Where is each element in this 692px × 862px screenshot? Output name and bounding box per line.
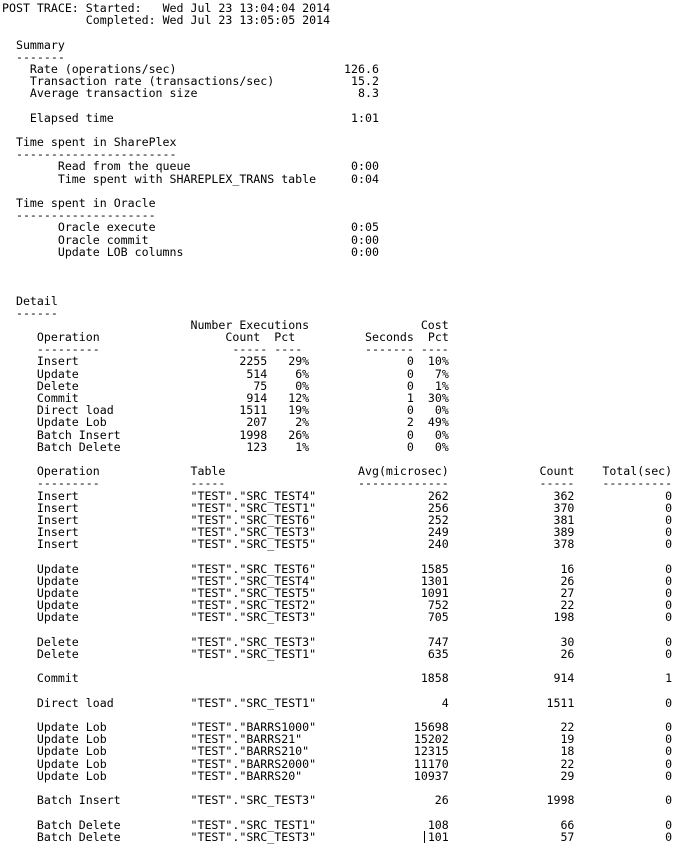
operation-seconds: 0 — [406, 427, 414, 442]
table-row-total: 0 — [665, 744, 673, 759]
table-row-total: 0 — [665, 634, 673, 649]
operation-name: Delete — [36, 378, 79, 393]
summary-metric-label: Rate (operations/sec) — [29, 61, 177, 76]
trace-title: POST TRACE: — [2, 1, 79, 15]
section-underline: -------------------- — [15, 208, 156, 223]
column-rule: --------- — [36, 476, 100, 491]
column-rule: ---- — [420, 342, 449, 357]
time-section-title: Time spent in Oracle — [15, 196, 156, 210]
table-row-table-name: "TEST"."BARRS210" — [190, 744, 310, 759]
started-timestamp: Wed Jul 23 13:04:04 2014 — [162, 1, 331, 15]
table-row-operation: Update — [36, 610, 79, 625]
table-row-operation: Batch Insert — [36, 793, 121, 808]
table-row-count: 914 — [553, 671, 575, 686]
operation-pct: 6% — [295, 366, 310, 381]
text-line — [2, 14, 692, 26]
table-row-count: 381 — [553, 512, 575, 527]
table-row-table-name: "TEST"."SRC_TEST1" — [190, 500, 317, 515]
text-line — [2, 477, 692, 489]
operation-cost-pct: 0% — [434, 439, 449, 454]
table-row-operation: Update Lob — [36, 768, 107, 783]
table-row-operation: Direct load — [36, 695, 114, 710]
table-row-table-name: "TEST"."SRC_TEST4" — [190, 488, 317, 503]
table-row-total: 0 — [665, 500, 673, 515]
table-row-total: 0 — [665, 646, 673, 661]
section-underline: ------ — [15, 305, 58, 320]
text-line — [2, 490, 692, 502]
table-row-table-name: "TEST"."SRC_TEST1" — [190, 817, 317, 832]
table-row-avg: 240 — [427, 537, 449, 552]
table-row-count: 22 — [560, 720, 575, 735]
column-header-operation: Operation — [36, 464, 100, 479]
operation-name: Direct load — [36, 403, 114, 418]
operation-seconds: 0 — [406, 366, 414, 381]
operation-count: 514 — [246, 366, 268, 381]
operation-cost-pct: 7% — [434, 366, 449, 381]
operation-pct: 19% — [288, 403, 310, 418]
operation-pct: 2% — [295, 415, 310, 430]
table-row-count: 57 — [560, 829, 575, 844]
table-row-count: 26 — [560, 646, 575, 661]
table-row-avg: 26 — [434, 793, 449, 808]
table-row-avg: 747 — [427, 634, 449, 649]
text-line — [2, 648, 692, 660]
completed-label: Completed: — [85, 13, 156, 28]
text-line — [2, 270, 692, 282]
operation-cost-pct: 0% — [434, 427, 449, 442]
detail-title: Detail — [15, 293, 58, 308]
table-row-table-name: "TEST"."SRC_TEST6" — [190, 561, 317, 576]
table-row-total: 0 — [665, 610, 673, 625]
table-row-count: 22 — [560, 598, 575, 613]
table-row-operation: Insert — [36, 537, 79, 552]
operation-seconds: 1 — [406, 391, 414, 405]
started-label: Started: — [85, 1, 142, 15]
table-row-total: 0 — [665, 525, 673, 540]
summary-metric-label: Transaction rate (transactions/sec) — [29, 74, 275, 89]
text-line — [2, 794, 692, 806]
operation-count: 1998 — [239, 427, 268, 442]
table-row-operation: Update Lob — [36, 720, 107, 735]
table-row-total: 0 — [665, 561, 673, 576]
table-row-count: 27 — [560, 586, 575, 600]
operation-name: Insert — [36, 354, 79, 369]
table-row-table-name: "TEST"."SRC_TEST3" — [190, 610, 317, 625]
column-rule: ----- — [539, 476, 575, 491]
column-header-seconds: Seconds — [365, 330, 414, 345]
table-row-table-name: "TEST"."BARRS21" — [190, 732, 303, 747]
text-line — [2, 295, 692, 307]
table-row-operation: Batch Delete — [36, 829, 121, 844]
text-line — [2, 282, 692, 294]
time-item-value: 0:04 — [351, 171, 379, 186]
table-row-count: 198 — [553, 610, 575, 625]
table-row-table-name: "TEST"."SRC_TEST3" — [190, 793, 317, 808]
column-header-avg-microsec: Avg(microsec) — [358, 464, 449, 479]
time-item-value: 0:05 — [351, 220, 379, 235]
table-row-table-name: "TEST"."BARRS1000" — [190, 720, 317, 735]
column-header-operation: Operation — [36, 330, 100, 345]
table-row-count: 1511 — [546, 695, 575, 710]
time-item-value: 0:00 — [351, 244, 379, 259]
table-row-count: 30 — [560, 634, 575, 649]
time-item-value: 0:00 — [351, 232, 379, 247]
table-row-avg: 15202 — [413, 732, 449, 747]
operation-count: 1511 — [239, 403, 268, 418]
time-item-label: Oracle commit — [57, 232, 149, 247]
summary-metric-value: 15.2 — [351, 74, 379, 89]
table-row-avg: 752 — [427, 598, 449, 613]
text-line — [2, 26, 692, 38]
table-row-total: 0 — [665, 573, 673, 588]
table-row-avg: 15698 — [413, 720, 449, 735]
operation-cost-pct: 0% — [434, 403, 449, 418]
time-item-label: Time spent with SHAREPLEX_TRANS table — [57, 171, 317, 186]
completed-timestamp: Wed Jul 23 13:05:05 2014 — [162, 13, 331, 28]
operation-seconds: 0 — [406, 378, 414, 393]
operation-cost-pct: 1% — [434, 378, 449, 393]
table-row-count: 370 — [553, 500, 575, 515]
table-row-avg: 11170 — [413, 756, 449, 771]
text-line — [2, 39, 692, 51]
table-row-count: 362 — [553, 488, 575, 503]
time-item-label: Read from the queue — [57, 159, 191, 174]
column-header-number-executions: Number Executions — [190, 317, 310, 332]
text-line — [2, 441, 692, 453]
text-line — [2, 173, 692, 185]
table-row-count: 389 — [553, 525, 575, 540]
summary-metric-label: Average transaction size — [29, 86, 198, 101]
text-line — [2, 112, 692, 124]
table-row-total: 0 — [665, 488, 673, 503]
table-row-avg: 1858 — [420, 671, 449, 686]
summary-title: Summary — [15, 37, 65, 52]
table-row-avg: 705 — [427, 610, 449, 625]
table-row-operation: Update — [36, 598, 79, 613]
text-line — [2, 770, 692, 782]
table-row-avg: 1091 — [420, 586, 449, 600]
table-row-avg: 101 — [427, 829, 449, 844]
table-row-operation: Insert — [36, 525, 79, 540]
table-row-avg: 10937 — [413, 768, 449, 783]
table-row-avg: 1301 — [420, 573, 449, 588]
table-row-operation: Insert — [36, 500, 79, 515]
operation-name: Batch Delete — [36, 439, 121, 454]
table-row-table-name: "TEST"."SRC_TEST3" — [190, 525, 317, 540]
table-row-avg: 635 — [427, 646, 449, 661]
table-row-count: 29 — [560, 768, 575, 783]
operation-name: Batch Insert — [36, 427, 121, 442]
table-row-total: 0 — [665, 817, 673, 832]
table-row-table-name: "TEST"."SRC_TEST6" — [190, 512, 317, 527]
operation-count: 914 — [246, 391, 268, 405]
table-row-avg: 249 — [427, 525, 449, 540]
table-row-count: 66 — [560, 817, 575, 832]
table-row-total: 0 — [665, 598, 673, 613]
table-row-avg: 262 — [427, 488, 449, 503]
table-row-total: 0 — [665, 720, 673, 735]
table-row-total: 0 — [665, 537, 673, 552]
text-line — [2, 697, 692, 709]
operation-cost-pct: 30% — [427, 391, 449, 405]
table-row-operation: Update — [36, 573, 79, 588]
text-line — [2, 611, 692, 623]
column-rule: ------- — [365, 342, 414, 357]
table-row-table-name: "TEST"."BARRS2000" — [190, 756, 317, 771]
column-rule: --------- — [36, 342, 100, 357]
table-row-total: 0 — [665, 829, 673, 844]
text-line — [2, 563, 692, 575]
column-header-pct: Pct — [274, 330, 296, 345]
column-rule: ----- — [190, 476, 226, 491]
operation-count: 75 — [253, 378, 268, 393]
table-row-operation: Update Lob — [36, 756, 107, 771]
operation-name: Commit — [36, 391, 79, 405]
table-row-total: 0 — [665, 756, 673, 771]
column-rule: ----- — [232, 342, 268, 357]
table-row-operation: Insert — [36, 488, 79, 503]
time-item-value: 0:00 — [351, 159, 379, 174]
table-row-table-name: "TEST"."SRC_TEST3" — [190, 634, 317, 649]
column-header-cost: Cost — [420, 317, 449, 332]
table-row-table-name: "TEST"."BARRS20" — [190, 768, 303, 783]
text-caret — [424, 831, 425, 843]
elapsed-time-value: 1:01 — [351, 110, 379, 125]
table-row-count: 16 — [560, 561, 575, 576]
table-row-avg: 4 — [441, 695, 449, 710]
text-line — [2, 355, 692, 367]
table-row-avg: 108 — [427, 817, 449, 832]
table-row-total: 0 — [665, 732, 673, 747]
text-line — [2, 87, 692, 99]
operation-pct: 29% — [288, 354, 310, 369]
column-rule: ---- — [274, 342, 303, 357]
table-row-table-name: "TEST"."SRC_TEST3" — [190, 829, 317, 844]
table-row-total: 0 — [665, 768, 673, 783]
table-row-avg: 1585 — [420, 561, 449, 576]
table-row-count: 22 — [560, 756, 575, 771]
summary-metric-value: 126.6 — [344, 61, 379, 76]
operation-pct: 1% — [295, 439, 310, 454]
table-row-table-name: "TEST"."SRC_TEST1" — [190, 646, 317, 661]
table-row-avg: 12315 — [413, 744, 449, 759]
section-underline: ----------------------- — [15, 147, 177, 162]
table-row-count: 378 — [553, 537, 575, 552]
table-row-operation: Update Lob — [36, 744, 107, 759]
text-line — [2, 538, 692, 550]
text-line — [2, 624, 692, 636]
table-row-table-name: "TEST"."SRC_TEST4" — [190, 573, 317, 588]
table-row-operation: Update Lob — [36, 732, 107, 747]
operation-cost-pct: 10% — [427, 354, 449, 369]
table-row-count: 19 — [560, 732, 575, 747]
text-line — [2, 550, 692, 562]
time-section-title: Time spent in SharePlex — [15, 135, 177, 150]
column-header-table: Table — [190, 464, 226, 479]
table-row-avg: 252 — [427, 512, 449, 527]
summary-metric-value: 8.3 — [358, 86, 379, 101]
table-row-total: 0 — [665, 512, 673, 527]
operation-count: 207 — [246, 415, 268, 430]
time-item-label: Update LOB columns — [57, 244, 184, 259]
table-row-table-name: "TEST"."SRC_TEST1" — [190, 695, 317, 710]
table-row-count: 18 — [560, 744, 575, 759]
table-row-total: 0 — [665, 793, 673, 808]
table-row-table-name: "TEST"."SRC_TEST5" — [190, 537, 317, 552]
operation-seconds: 0 — [406, 439, 414, 454]
text-line — [2, 246, 692, 258]
operation-seconds: 0 — [406, 354, 414, 369]
operation-cost-pct: 49% — [427, 415, 449, 430]
column-header-count: Count — [225, 330, 261, 345]
operation-pct: 0% — [295, 378, 310, 393]
text-line — [2, 368, 692, 380]
section-underline: ------- — [15, 49, 65, 64]
time-item-label: Oracle execute — [57, 220, 156, 235]
operation-pct: 12% — [288, 391, 310, 405]
table-row-total: 0 — [665, 586, 673, 600]
table-row-total: 0 — [665, 695, 673, 710]
operation-name: Update Lob — [36, 415, 107, 430]
table-row-operation: Update — [36, 561, 79, 576]
text-line — [2, 831, 692, 843]
operation-pct: 26% — [288, 427, 310, 442]
table-row-avg: 256 — [427, 500, 449, 515]
table-row-operation: Delete — [36, 646, 79, 661]
table-row-total: 1 — [665, 671, 673, 686]
table-row-operation: Delete — [36, 634, 79, 649]
text-line — [2, 258, 692, 270]
table-row-count: 26 — [560, 573, 575, 588]
text-line — [2, 672, 692, 684]
table-row-operation: Update — [36, 586, 79, 600]
operation-seconds: 0 — [406, 403, 414, 418]
elapsed-time-label: Elapsed time — [29, 110, 114, 125]
table-row-table-name: "TEST"."SRC_TEST5" — [190, 586, 317, 600]
operation-count: 2255 — [239, 354, 268, 369]
operation-name: Update — [36, 366, 79, 381]
operation-count: 123 — [246, 439, 268, 454]
table-row-operation: Insert — [36, 512, 79, 527]
column-header-count: Count — [539, 464, 575, 479]
table-row-table-name: "TEST"."SRC_TEST2" — [190, 598, 317, 613]
column-rule: ---------- — [602, 476, 673, 491]
column-rule: ------------- — [358, 476, 449, 491]
column-header-total-sec: Total(sec) — [602, 464, 673, 479]
table-row-count: 1998 — [546, 793, 575, 808]
table-row-operation: Batch Delete — [36, 817, 121, 832]
column-header-cost-pct: Pct — [427, 330, 449, 345]
operation-seconds: 2 — [406, 415, 414, 430]
table-row-operation: Commit — [36, 671, 79, 686]
